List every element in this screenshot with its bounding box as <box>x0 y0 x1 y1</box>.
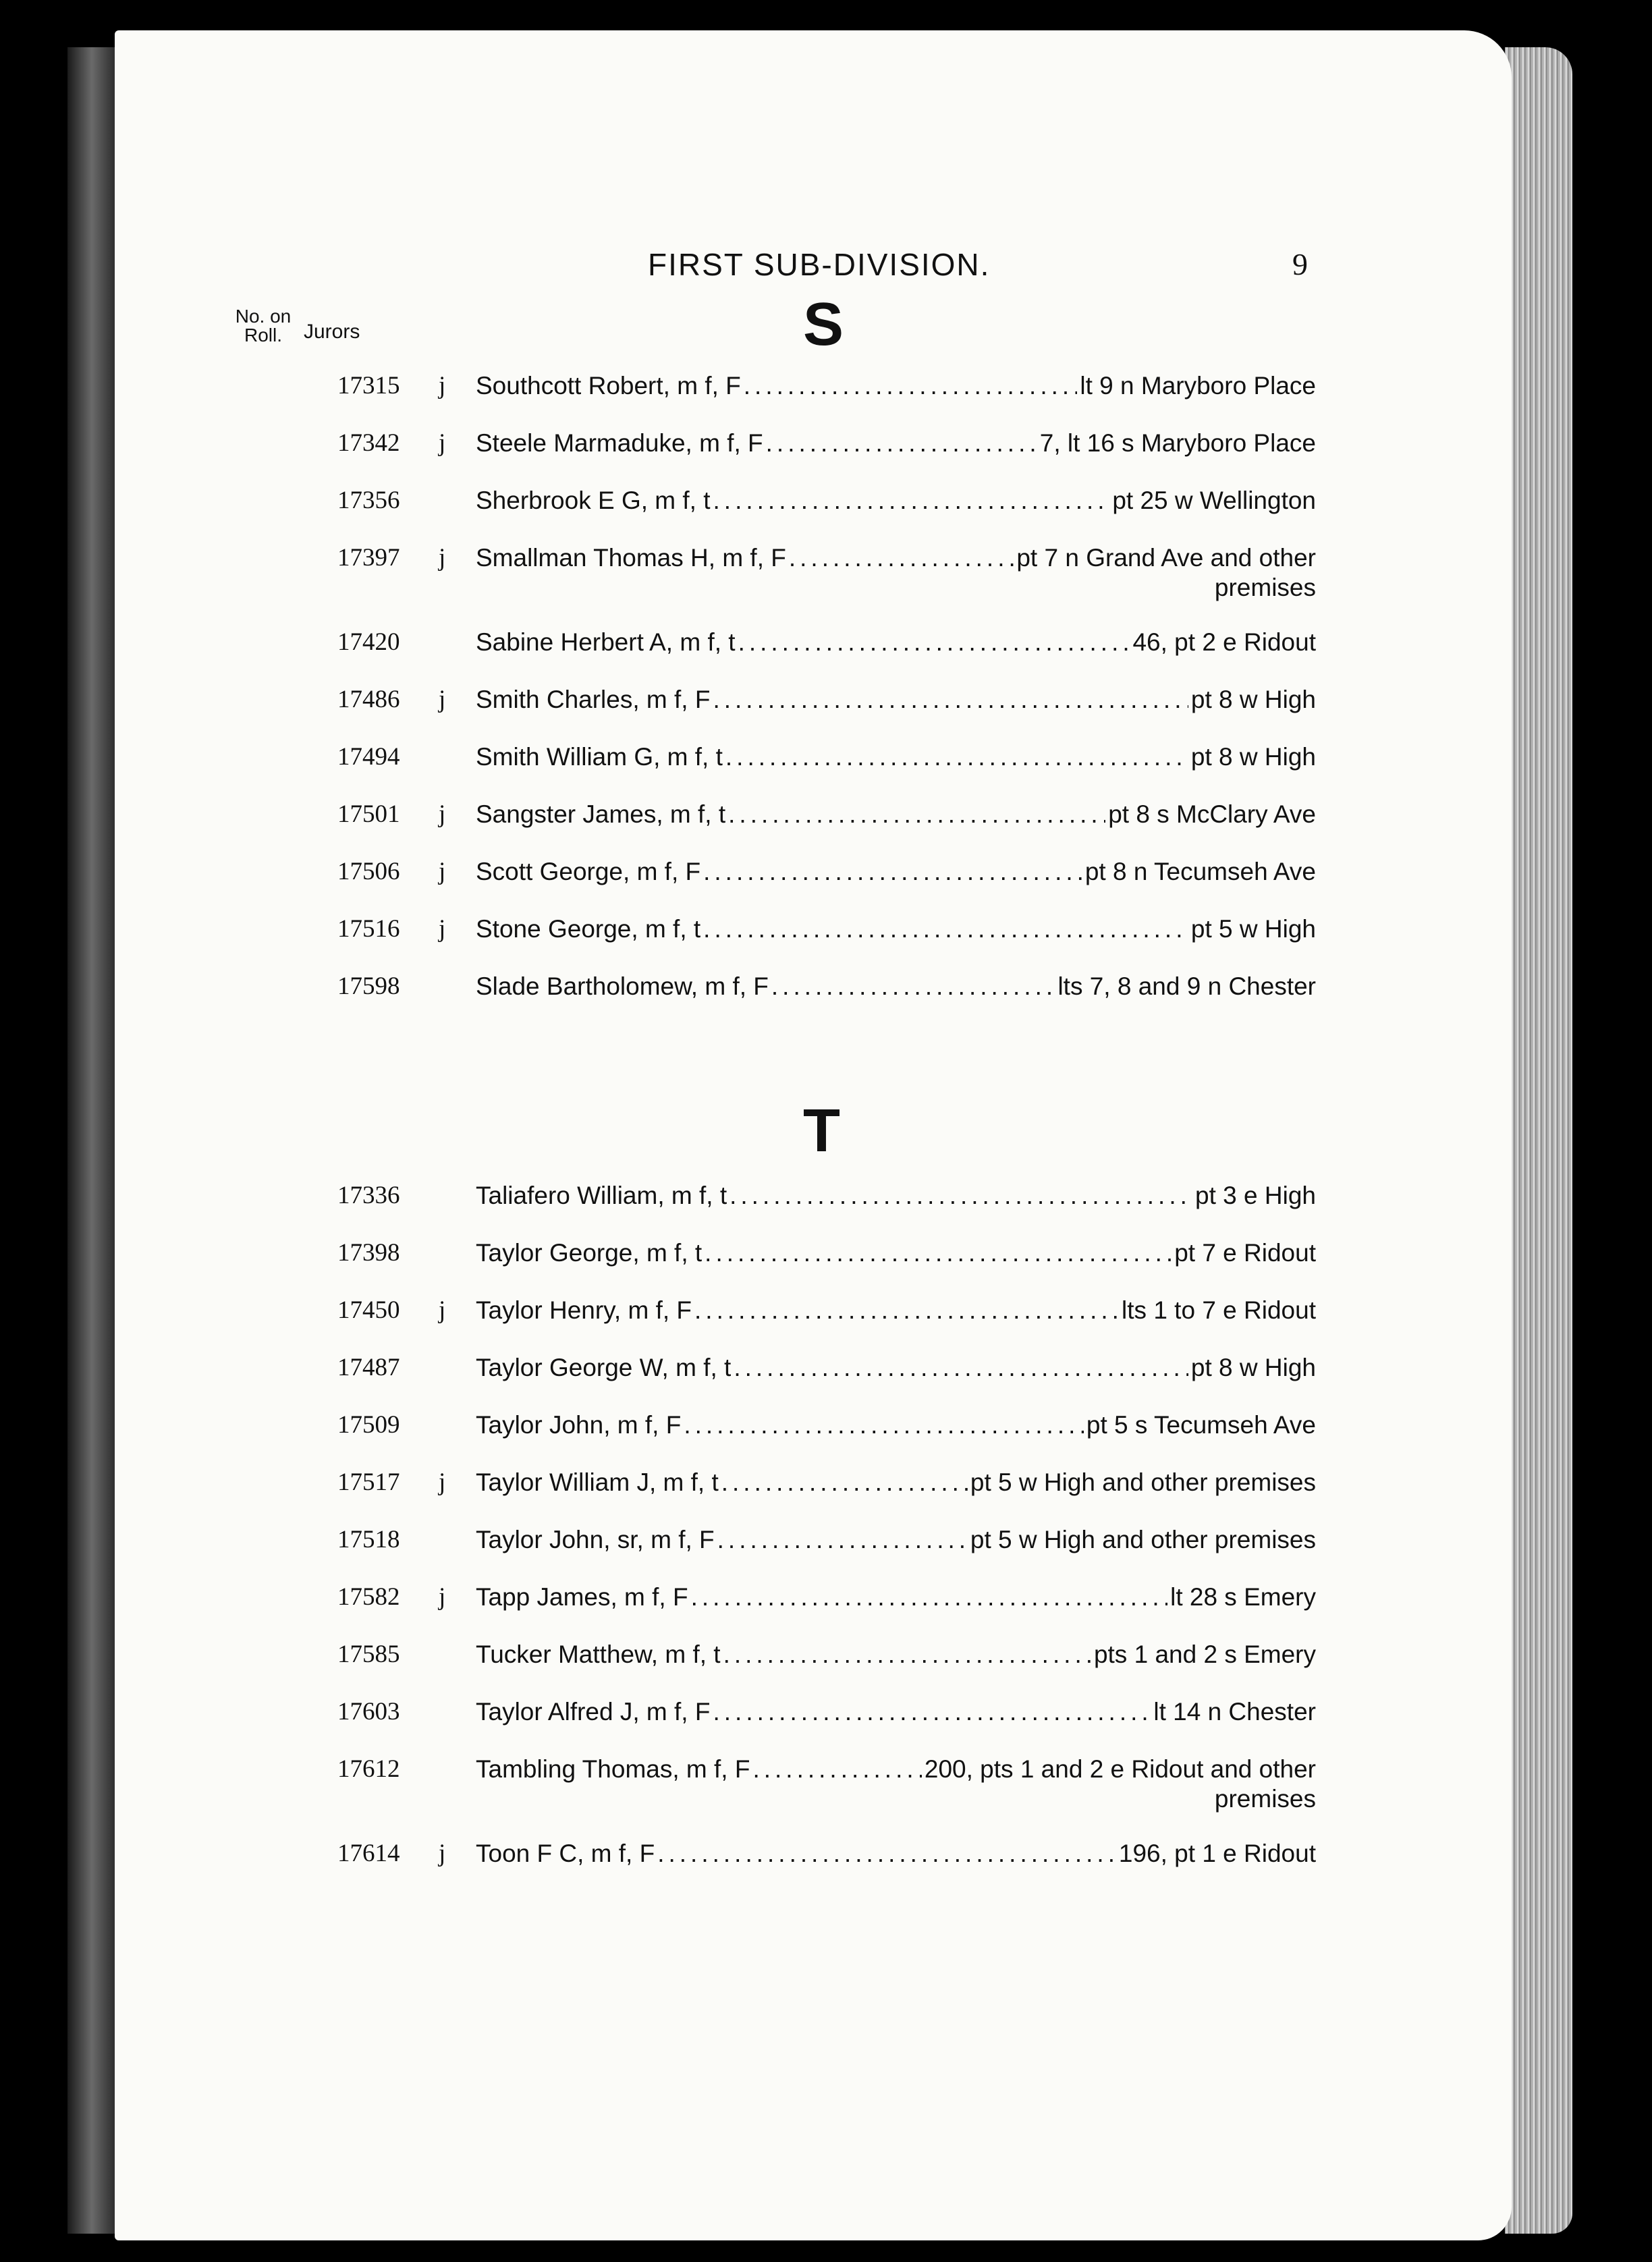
roll-number: 17614 <box>337 1840 400 1867</box>
juror-mark: j <box>439 1296 446 1324</box>
elector-name: Smith Charles, m f, F <box>476 686 711 713</box>
dot-leader <box>771 972 1055 1001</box>
entry-line <box>476 1353 1316 1383</box>
elector-name: Slade Bartholomew, m f, F <box>476 972 769 1000</box>
roll-number: 17501 <box>337 800 400 828</box>
property-description: lt 14 n Chester <box>1153 1698 1316 1726</box>
dot-leader <box>766 429 1037 458</box>
elector-name: Tambling Thomas, m f, F <box>476 1755 750 1783</box>
juror-mark: j <box>439 1468 446 1496</box>
property-description: pts 1 and 2 s Emery <box>1093 1640 1316 1668</box>
roll-number: 17450 <box>337 1296 400 1324</box>
property-description: 200, pts 1 and 2 e Ridout and other <box>924 1755 1316 1783</box>
roll-number: 17315 <box>337 372 400 399</box>
entry-line <box>476 371 1316 401</box>
entry-line <box>476 1238 1316 1268</box>
entry-line <box>476 543 1316 573</box>
entry-line <box>476 857 1316 887</box>
roll-number: 17509 <box>337 1411 400 1439</box>
roll-heading-line-1: No. on <box>235 306 292 327</box>
page-edges <box>1505 47 1572 2234</box>
elector-name: Stone George, m f, t <box>476 915 701 943</box>
elector-name: Tapp James, m f, F <box>476 1583 688 1611</box>
roll-number: 17487 <box>337 1354 400 1381</box>
entry-line <box>476 486 1316 516</box>
elector-name: Steele Marmaduke, m f, F <box>476 429 763 457</box>
elector-name: Smallman Thomas H, m f, F <box>476 544 786 572</box>
dot-leader <box>703 857 1082 887</box>
roll-number: 17342 <box>337 429 400 457</box>
elector-name: Taylor John, sr, m f, F <box>476 1526 715 1553</box>
dot-leader <box>734 1353 1188 1383</box>
entry-line <box>476 685 1316 715</box>
elector-name: Tucker Matthew, m f, t <box>476 1640 721 1668</box>
section-letter-s: S <box>803 291 844 358</box>
elector-name: Smith William G, m f, t <box>476 743 723 771</box>
property-description: lt 28 s Emery <box>1170 1583 1316 1611</box>
property-description: lt 9 n Maryboro Place <box>1080 372 1316 399</box>
roll-number: 17486 <box>337 686 400 713</box>
property-continuation: premises <box>1214 1785 1316 1813</box>
elector-name: Sangster James, m f, t <box>476 800 726 828</box>
dot-leader <box>728 800 1105 829</box>
entry-line <box>476 1468 1316 1497</box>
entry-line <box>476 742 1316 772</box>
dot-leader <box>713 685 1188 715</box>
dot-leader <box>738 628 1130 657</box>
roll-number: 17420 <box>337 628 400 656</box>
roll-number: 17506 <box>337 858 400 885</box>
entry-line <box>476 1525 1316 1555</box>
section-letter-t: T <box>803 1097 840 1165</box>
dot-leader <box>694 1296 1119 1325</box>
dot-leader <box>725 742 1188 772</box>
dot-leader <box>721 1468 968 1497</box>
dot-leader <box>705 1238 1172 1268</box>
property-description: pt 7 n Grand Ave and other <box>1016 544 1316 572</box>
dot-leader <box>691 1582 1168 1612</box>
roll-number: 17516 <box>337 915 400 943</box>
roll-number: 17582 <box>337 1583 400 1611</box>
roll-number: 17398 <box>337 1239 400 1267</box>
juror-mark: j <box>439 544 446 572</box>
property-description: pt 5 w High <box>1190 915 1316 943</box>
elector-name: Southcott Robert, m f, F <box>476 372 741 399</box>
elector-name: Taliafero William, m f, t <box>476 1182 727 1209</box>
property-description: pt 8 s McClary Ave <box>1108 800 1316 828</box>
elector-name: Taylor William J, m f, t <box>476 1468 719 1496</box>
page-content <box>115 30 1512 2240</box>
dot-leader <box>729 1181 1192 1211</box>
juror-mark: j <box>439 1840 446 1867</box>
entry-line <box>476 1839 1316 1869</box>
dot-leader <box>657 1839 1116 1869</box>
dot-leader <box>703 914 1188 944</box>
juror-mark: j <box>439 372 446 399</box>
property-description: pt 8 w High <box>1190 743 1316 771</box>
property-description: pt 8 w High <box>1190 1354 1316 1381</box>
juror-mark: j <box>439 1583 446 1611</box>
roll-number: 17612 <box>337 1755 400 1783</box>
elector-name: Sherbrook E G, m f, t <box>476 487 711 514</box>
dot-leader <box>723 1640 1091 1670</box>
roll-number-heading <box>229 307 297 345</box>
property-description: pt 25 w Wellington <box>1112 487 1316 514</box>
entry-line <box>476 1296 1316 1325</box>
entry-line <box>476 1697 1316 1727</box>
entry-line <box>476 1181 1316 1211</box>
entry-line <box>476 914 1316 944</box>
roll-number: 17598 <box>337 972 400 1000</box>
property-description: pt 8 n Tecumseh Ave <box>1084 858 1316 885</box>
property-description: 46, pt 2 e Ridout <box>1132 628 1316 656</box>
dot-leader <box>789 543 1014 573</box>
property-description: pt 8 w High <box>1190 686 1316 713</box>
juror-mark: j <box>439 429 446 457</box>
roll-number: 17603 <box>337 1698 400 1726</box>
entry-line <box>476 429 1316 458</box>
entry-line <box>476 800 1316 829</box>
page <box>115 30 1512 2240</box>
property-description: pt 3 e High <box>1195 1182 1316 1209</box>
property-description: pt 5 w High and other premises <box>970 1468 1316 1496</box>
jurors-heading: Jurors <box>304 321 360 343</box>
elector-name: Taylor John, m f, F <box>476 1411 682 1439</box>
dot-leader <box>744 371 1078 401</box>
property-continuation: premises <box>1214 574 1316 601</box>
property-description: 196, pt 1 e Ridout <box>1118 1840 1316 1867</box>
dot-leader <box>752 1755 921 1784</box>
property-description: pt 5 s Tecumseh Ave <box>1086 1411 1316 1439</box>
juror-mark: j <box>439 800 446 828</box>
elector-name: Toon F C, m f, F <box>476 1840 655 1867</box>
dot-leader <box>684 1410 1084 1440</box>
entry-line <box>476 1410 1316 1440</box>
roll-number: 17397 <box>337 544 400 572</box>
roll-number: 17518 <box>337 1526 400 1553</box>
elector-name: Taylor Alfred J, m f, F <box>476 1698 711 1726</box>
elector-name: Taylor Henry, m f, F <box>476 1296 692 1324</box>
entry-line <box>476 628 1316 657</box>
elector-name: Sabine Herbert A, m f, t <box>476 628 736 656</box>
property-description: lts 1 to 7 e Ridout <box>1122 1296 1316 1324</box>
juror-mark: j <box>439 686 446 713</box>
entry-line <box>476 1582 1316 1612</box>
elector-name: Scott George, m f, F <box>476 858 701 885</box>
property-description: lts 7, 8 and 9 n Chester <box>1057 972 1316 1000</box>
juror-mark: j <box>439 915 446 943</box>
page-header <box>533 246 1343 294</box>
roll-number: 17517 <box>337 1468 400 1496</box>
property-description: pt 5 w High and other premises <box>970 1526 1316 1553</box>
roll-heading-line-2: Roll. <box>244 325 282 346</box>
page-title: FIRST SUB-DIVISION. <box>648 247 991 282</box>
juror-mark: j <box>439 858 446 885</box>
elector-name: Taylor George, m f, t <box>476 1239 703 1267</box>
dot-leader <box>713 486 1110 516</box>
page-number: 9 <box>1292 247 1308 281</box>
property-description: 7, lt 16 s Maryboro Place <box>1039 429 1316 457</box>
roll-number: 17356 <box>337 487 400 514</box>
entry-line <box>476 1755 1316 1784</box>
roll-number: 17494 <box>337 743 400 771</box>
entry-line <box>476 1640 1316 1670</box>
dot-leader <box>717 1525 968 1555</box>
property-description: pt 7 e Ridout <box>1174 1239 1316 1267</box>
dot-leader <box>713 1697 1151 1727</box>
column-headings <box>229 307 499 354</box>
roll-number: 17336 <box>337 1182 400 1209</box>
elector-name: Taylor George W, m f, t <box>476 1354 732 1381</box>
roll-number: 17585 <box>337 1640 400 1668</box>
entry-line <box>476 972 1316 1001</box>
